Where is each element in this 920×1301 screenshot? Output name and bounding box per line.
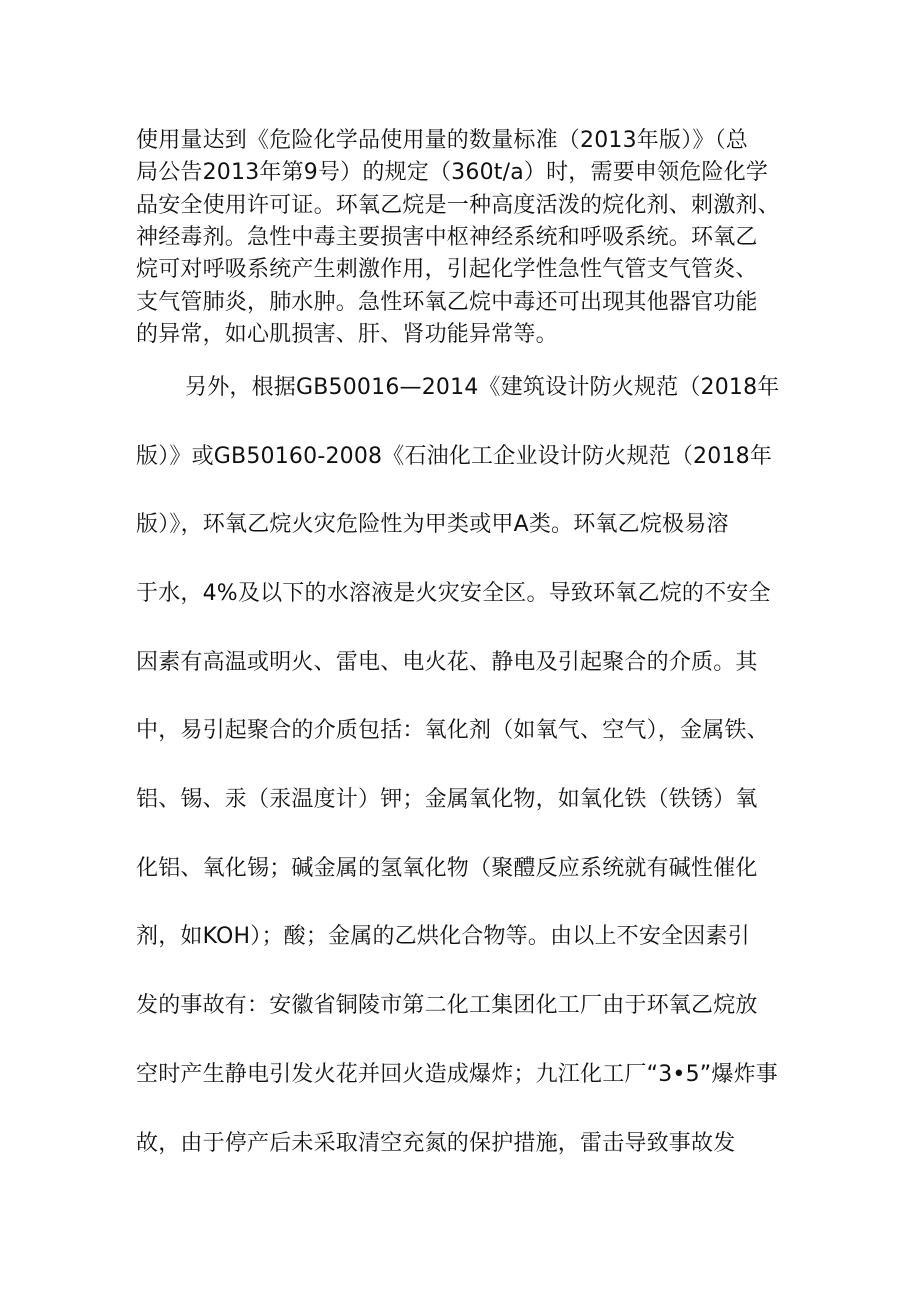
text-line: 的异常，如心肌损害、肝、肾功能异常等。 [136, 322, 558, 347]
text-line: 于水，4%及以下的水溶液是火灾安全区。导致环氧乙烷的不安全 [136, 581, 771, 606]
text-line: 支气管肺炎，肺水肿。急性环氧乙烷中毒还可出现其他器官功能 [136, 290, 758, 315]
text-line: 版）》，环氧乙烷火灾危险性为甲类或甲A类。环氧乙烷极易溶 [136, 512, 729, 537]
text-line: 铝、锡、汞（汞温度计）钾；金属氧化物，如氧化铁（铁锈）氧 [136, 787, 758, 812]
text-line: 中，易引起聚合的介质包括：氧化剂（如氧气、空气），金属铁、 [136, 718, 769, 743]
text-line: 品安全使用许可证。环氧乙烷是一种高度活泼的烷化剂、刺激剂、 [136, 193, 780, 218]
text-line: 烷可对呼吸系统产生刺激作用，引起化学性急性气管支气管炎、 [136, 257, 758, 282]
text-line: 使用量达到《危险化学品使用量的数量标准（2013年版）》（总 [136, 128, 748, 153]
text-line: 因素有高温或明火、雷电、电火花、静电及引起聚合的介质。其 [136, 650, 758, 675]
text-line: 剂，如KOH）；酸；金属的乙烘化合物等。由以上不安全因素引 [136, 924, 750, 949]
text-line: 故，由于停产后未采取清空充氮的保护措施，雷击导致事故发 [136, 1131, 736, 1156]
text-line: 版）》或GB50160-2008《石油化工企业设计防火规范（2018年 [136, 444, 773, 469]
text-line: 另外，根据GB50016—2014《建筑设计防火规范（2018年 [185, 375, 780, 400]
text-line: 空时产生静电引发火花并回火造成爆炸；九江化工厂“3•5”爆炸事 [136, 1062, 778, 1087]
text-line: 局公告2013年第9号）的规定（360t/a）时，需要申领危险化学 [136, 160, 769, 185]
text-line: 神经毒剂。急性中毒主要损害中枢神经系统和呼吸系统。环氧乙 [136, 225, 758, 250]
text-line: 化铝、氧化锡；碱金属的氢氧化物（聚醴反应系统就有碱性催化 [136, 856, 758, 881]
text-line: 发的事故有：安徽省铜陵市第二化工集团化工厂由于环氧乙烷放 [136, 993, 758, 1018]
